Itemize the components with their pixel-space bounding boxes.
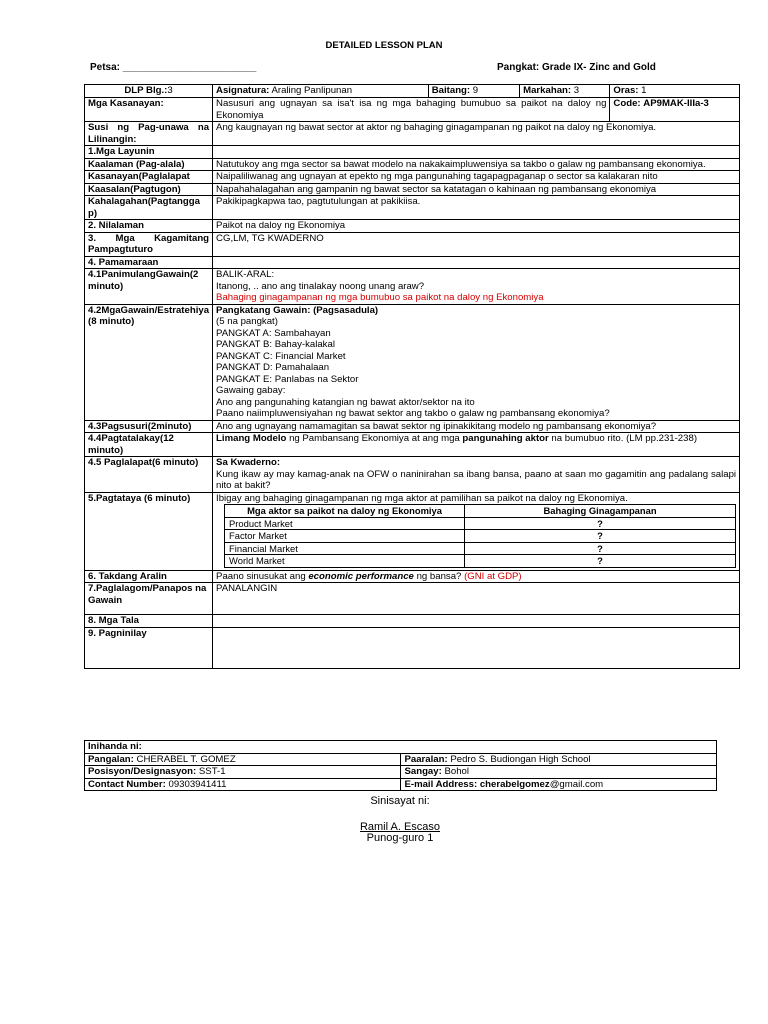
panimula-content — [213, 269, 740, 305]
table-row — [225, 555, 736, 568]
bahagi-cell: ? — [465, 530, 736, 543]
kagamitang-text: CG,LM, TG KWADERNO — [213, 232, 740, 256]
kaasalan-text: Napahahalagahan ang gampanin ng bawat sector sa katatagan o kahinaan ng pambansang ekonomiya — [213, 183, 740, 196]
pagtataya-row — [85, 492, 740, 570]
pagtataya-content — [213, 492, 740, 570]
kasanayan-row — [85, 98, 740, 122]
bahagi-cell: ? — [465, 555, 736, 568]
kasanayan-label: Mga Kasanayan: — [85, 98, 213, 122]
kagamitang-label: 3. Mga Kagamitang Pampagtuturo — [85, 232, 213, 256]
document-title: DETAILED LESSON PLAN — [325, 40, 443, 51]
gawain-row — [85, 304, 740, 420]
kaalaman-row — [85, 158, 740, 171]
baitang-cell: Baitang: 9 — [428, 85, 519, 98]
aktor-cell: Financial Market — [225, 542, 465, 555]
gawain-line: PANGKAT E: Panlabas na Sektor — [216, 373, 359, 385]
tala-row — [85, 615, 740, 628]
posisyon-row — [85, 766, 717, 779]
gawain-line: (5 na pangkat) — [216, 316, 278, 327]
dlp-cell: DLP Blg.:3 — [85, 85, 213, 98]
pagtatalakay-label: 4.4Pagtatalakay(12 minuto) — [85, 433, 213, 457]
kahalagahan-row — [85, 196, 740, 220]
gawain-line: PANGKAT A: Sambahayan — [216, 327, 331, 339]
bahagi-cell: ? — [465, 542, 736, 555]
kahalagahan-text: Pakikipagkapwa tao, pagtutulungan at pakikiisa. — [213, 196, 740, 220]
paglalapat-text: Kung ikaw ay may kamag-anak na OFW o naninirahan sa ibang bansa, paano at saan mo gagamitin ang padalang salapi nito at bakit? — [216, 468, 737, 491]
aktor-cell: Product Market — [225, 517, 465, 530]
susi-row — [85, 122, 740, 146]
preparer-table — [84, 740, 717, 791]
paaralan-cell: Paaralan: Pedro S. Budiongan High School — [401, 753, 717, 766]
contact-row — [85, 778, 717, 791]
gawain-line: PANGKAT B: Bahay-kalakal — [216, 339, 335, 350]
petsa-field: Petsa: ________________________ — [90, 62, 257, 73]
panimula-label: 4.1PanimulangGawain(2 minuto) — [85, 269, 213, 305]
pagtataya-text: Ibigay ang bahaging ginagampanan ng mga aktor at pamilihan sa paikot na daloy ng Ekonomiya. — [216, 492, 628, 504]
pangalan-cell: Pangalan: CHERABEL T. GOMEZ — [85, 753, 401, 766]
pangalan-row — [85, 753, 717, 766]
inihanda-row — [85, 741, 717, 754]
paglalapat-title: Sa Kwaderno: — [216, 457, 281, 468]
pagsusuri-row — [85, 420, 740, 433]
pamamaraan-label: 4. Pamamaraan — [85, 256, 213, 269]
paglalagom-row — [85, 583, 740, 615]
kagamitang-row — [85, 232, 740, 256]
layunin-label: 1.Mga Layunin — [85, 146, 213, 159]
susi-text: Ang kaugnayan ng bawat sector at aktor ng bahaging ginagampanan ng paikot na daloy ng Ekonomiya. — [213, 122, 740, 146]
bahagi-header: Bahaging Ginagampanan — [465, 505, 736, 518]
table-row — [225, 517, 736, 530]
pagtatalakay-text: Limang Modelo ng Pambansang Ekonomiya at ang mga pangunahing aktor na bumubuo rito. (LM pp.231-238) — [213, 433, 740, 457]
signatory-name: Ramil A. Escaso — [359, 821, 441, 833]
panimula-topic: Bahaging ginagampanan ng mga bumubuo sa paikot na daloy ng Ekonomiya — [216, 292, 544, 303]
aktor-cell: World Market — [225, 555, 465, 568]
gawain-line: Ano ang pangunahing katangian ng bawat aktor/sektor na ito — [216, 396, 475, 408]
takdang-row — [85, 570, 740, 583]
asignatura-cell: Asignatura: Araling Panlipunan — [213, 85, 429, 98]
pagtataya-label: 5.Pagtataya (6 minuto) — [85, 492, 213, 570]
aktor-cell: Factor Market — [225, 530, 465, 543]
gawain-content — [213, 304, 740, 420]
kasanayan-text: Nasusuri ang ugnayan sa isa't isa ng mga bahaging bumubuo sa paikot na daloy ng Ekonomiya — [213, 98, 610, 122]
code-cell: Code: AP9MAK-IIIa-3 — [610, 98, 740, 122]
table-row — [225, 542, 736, 555]
gawain-line: PANGKAT D: Pamahalaan — [216, 362, 330, 373]
bahagi-cell: ? — [465, 517, 736, 530]
kaasalan-row — [85, 183, 740, 196]
balik-aral: BALIK-ARAL: — [216, 269, 275, 280]
lesson-plan-table — [84, 84, 740, 669]
gawain-line: Gawaing gabay: — [216, 385, 286, 396]
pagtataya-header-row — [225, 505, 736, 518]
table-row — [225, 530, 736, 543]
takdang-label: 6. Takdang Aralin — [85, 570, 213, 583]
pagninilay-row — [85, 627, 740, 668]
pagsusuri-label: 4.3Pagsusuri(2minuto) — [85, 420, 213, 433]
posisyon-cell: Posisyon/Designasyon: SST-1 — [85, 766, 401, 779]
pangkat-field: Pangkat: Grade IX- Zinc and Gold — [497, 62, 656, 73]
paglalapat-label: 4.5 Paglalapat(6 minuto) — [85, 457, 213, 493]
paglalapat-row — [85, 457, 740, 493]
layunin-row — [85, 146, 740, 159]
sinisayat-label: Sinisayat ni: — [370, 795, 430, 807]
sangay-cell: Sangay: Bohol — [401, 766, 717, 779]
kaalaman-label: Kaalaman (Pag-alala) — [85, 158, 213, 171]
markahan-cell: Markahan: 3 — [520, 85, 610, 98]
oras-cell: Oras: 1 — [610, 85, 740, 98]
contact-cell: Contact Number: 09303941411 — [85, 778, 401, 791]
email-cell: E-mail Address: cherabelgomez@gmail.com — [401, 778, 717, 791]
pagninilay-label: 9. Pagninilay — [85, 627, 213, 668]
pagtataya-table — [224, 504, 736, 568]
tala-label: 8. Mga Tala — [85, 615, 213, 628]
paglalagom-text: PANALANGIN — [213, 583, 740, 615]
panimula-question: Itanong, .. ano ang tinalakay noong unang araw? — [216, 280, 425, 292]
susi-label: Susi ng Pag-unawa na Lilinangin: — [85, 122, 213, 146]
kasanayan2-label: Kasanayan(Paglalapat — [85, 171, 213, 184]
kaasalan-label: Kaasalan(Pagtugon) — [85, 183, 213, 196]
kasanayan2-row — [85, 171, 740, 184]
inihanda-label: Inihanda ni: — [85, 741, 717, 754]
pagsusuri-text: Ano ang ugnayang namamagitan sa bawat sektor ng ipinakikitang modelo ng pambansang ekonomiya? — [213, 420, 740, 433]
pamamaraan-row — [85, 256, 740, 269]
paglalagom-label: 7.Paglalagom/Panapos na Gawain — [85, 583, 213, 615]
pagtatalakay-row — [85, 433, 740, 457]
gawain-title: Pangkatang Gawain: (Pagsasadula) — [216, 304, 379, 316]
gawain-label: 4.2MgaGawain/Estratehiya (8 minuto) — [85, 304, 213, 420]
nilalaman-text: Paikot na daloy ng Ekonomiya — [213, 220, 740, 233]
gawain-line: PANGKAT C: Financial Market — [216, 350, 346, 362]
kahalagahan-label: Kahalagahan(Pagtangga p) — [85, 196, 213, 220]
kasanayan2-text: Naipaliliwanag ang ugnayan at epekto ng mga pangunahing tagapagpaganap o sector sa kalakaran nito — [213, 171, 740, 184]
aktor-header: Mga aktor sa paikot na daloy ng Ekonomiya — [225, 505, 465, 518]
nilalaman-label: 2. Nilalaman — [85, 220, 213, 233]
info-row — [85, 85, 740, 98]
takdang-text: Paano sinusukat ang economic performance ng bansa? (GNI at GDP) — [213, 570, 740, 583]
signatory-position: Punog-guro 1 — [366, 832, 434, 844]
gawain-line: Paano naiimpluwensiyahan ng bawat sektor ang takbo o galaw ng pambansang ekonomiya? — [216, 408, 610, 419]
kaalaman-text: Natutukoy ang mga sector sa bawat modelo na nakakaimpluwensiya sa takbo o galaw ng pambansang ekonomiya. — [213, 158, 740, 171]
nilalaman-row — [85, 220, 740, 233]
panimula-row — [85, 269, 740, 305]
paglalapat-content — [213, 457, 740, 493]
